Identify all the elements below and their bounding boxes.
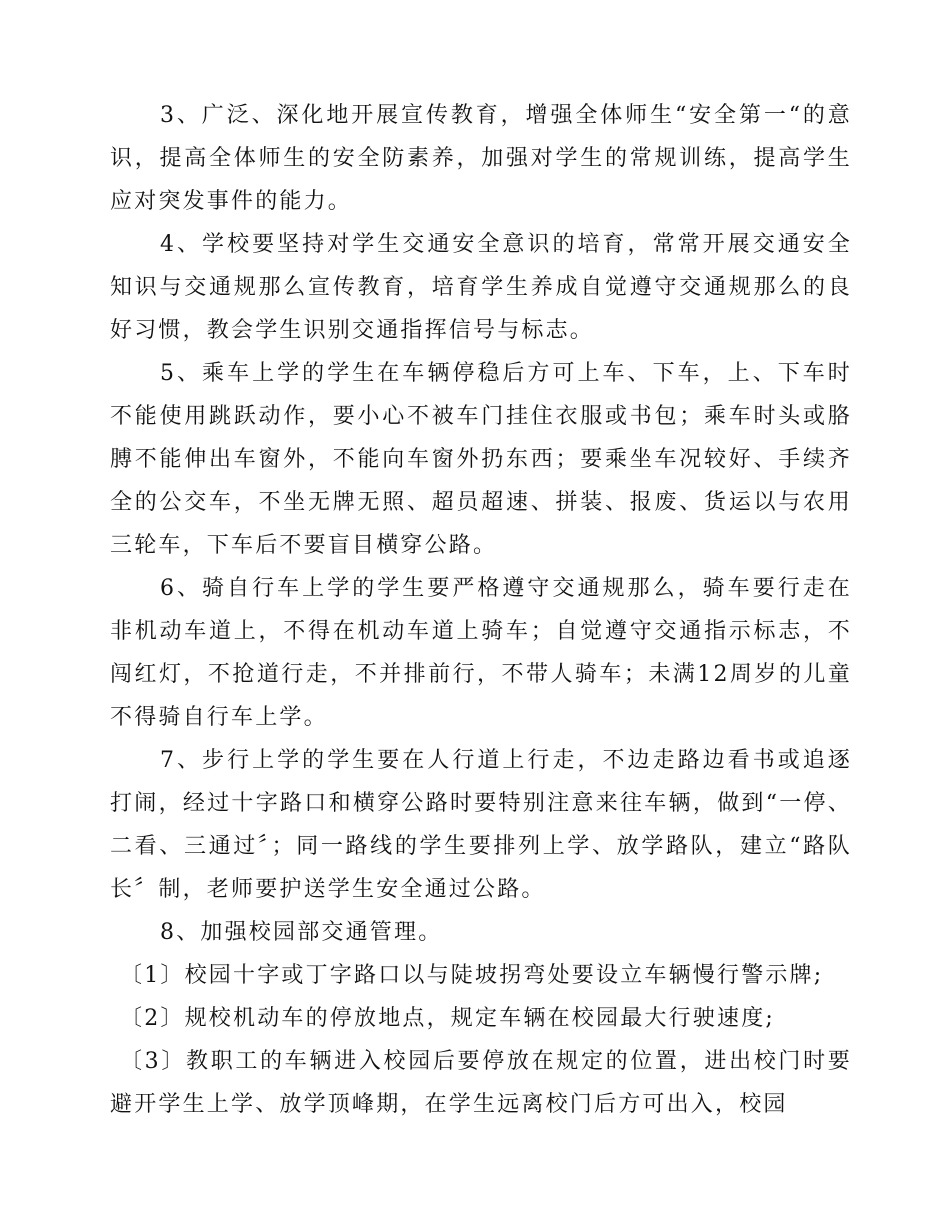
paragraph-item-8: 8、加强校园部交通管理。 <box>160 920 443 945</box>
sub-item-1: 〔1〕校园十字或丁字路口以与陡坡拐弯处要设立车辆慢行警示牌; <box>120 963 824 988</box>
paragraph-item-5: 5、乘车上学的学生在车辆停稳后方可上车、下车，上、下车时不能使用跳跃动作，要小心不被车门挂住衣服或书包；乘车时头或胳膊不能伸出车窗外，不能向车窗外扔东西；要乘坐车况较好、手续齐全的公交车，不坐无牌无照、超员超速、拼装、报废、货运以与农用三轮车，下车后不要盲目横穿公路。 <box>110 361 852 558</box>
paragraph-item-4: 4、学校要坚持对学生交通安全意识的培育，常常开展交通安全知识与交通规那么宣传教育，培育学生养成自觉遵守交通规那么的良好习惯，教会学生识别交通指挥信号与标志。 <box>110 232 852 343</box>
paragraph-item-7: 7、步行上学的学生要在人行道上行走，不边走路边看书或追逐打闹，经过十字路口和横穿公路时要特别注意来往车辆，做到“一停、二看、三通过〞；同一路线的学生要排列上学、放学路队，建立“路队长〞制，老师要护送学生安全通过公路。 <box>110 748 852 902</box>
sub-item-3: 〔3〕教职工的车辆进入校园后要停放在规定的位置，进出校门时要避开学生上学、放学顶峰期，在学生远离校门后方可出入，校园 <box>110 1049 852 1117</box>
paragraph-item-3: 3、广泛、深化地开展宣传教育，增强全体师生“安全第一“的意识，提高全体师生的安全防素养，加强对学生的常规训练，提高学生应对突发事件的能力。 <box>110 103 852 214</box>
paragraph-item-6: 6、骑自行车上学的学生要严格遵守交通规那么，骑车要行走在非机动车道上，不得在机动车道上骑车；自觉遵守交通指示标志，不闯红灯，不抢道行走，不并排前行，不带人骑车；未满12周岁的儿童不得骑自行车上学。 <box>110 576 852 730</box>
sub-item-2: 〔2〕规校机动车的停放地点，规定车辆在校园最大行驶速度; <box>120 1006 776 1031</box>
document-body <box>110 94 852 1126</box>
